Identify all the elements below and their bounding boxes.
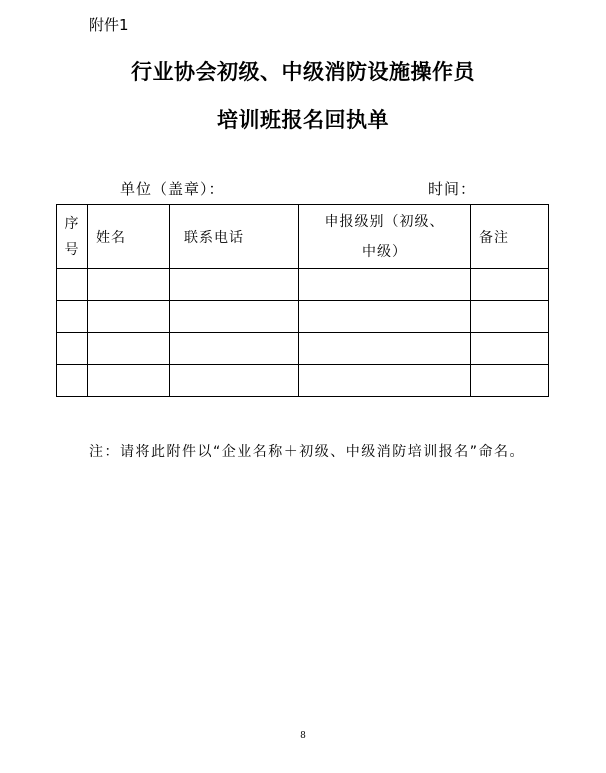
cell-level[interactable] [299, 365, 471, 397]
cell-phone[interactable] [170, 333, 299, 365]
table-row [57, 365, 549, 397]
cell-level[interactable] [299, 333, 471, 365]
table-row [57, 269, 549, 301]
cell-name[interactable] [88, 365, 170, 397]
header-remark: 备注 [471, 205, 549, 269]
header-serial-line2: 号 [64, 241, 80, 258]
cell-remark[interactable] [471, 269, 549, 301]
header-serial-number [57, 205, 88, 269]
table-row [57, 301, 549, 333]
cell-level[interactable] [299, 269, 471, 301]
cell-name[interactable] [88, 301, 170, 333]
cell-name[interactable] [88, 269, 170, 301]
header-serial-line1: 序 [64, 215, 80, 232]
header-level [299, 205, 471, 269]
cell-remark[interactable] [471, 365, 549, 397]
cell-level[interactable] [299, 301, 471, 333]
naming-note: 注：请将此附件以“企业名称＋初级、中级消防培训报名”命名。 [89, 444, 526, 460]
unit-label: 单位（盖章）： [120, 180, 225, 198]
registration-table [56, 204, 549, 397]
table-row [57, 333, 549, 365]
cell-name[interactable] [88, 333, 170, 365]
document-title-line1: 行业协会初级、中级消防设施操作员 [131, 59, 475, 84]
cell-remark[interactable] [471, 333, 549, 365]
cell-phone[interactable] [170, 269, 299, 301]
cell-phone[interactable] [170, 301, 299, 333]
header-phone: 联系电话 [170, 205, 299, 269]
table-header-row [57, 205, 549, 269]
time-label: 时间： [428, 180, 477, 198]
cell-remark[interactable] [471, 301, 549, 333]
cell-serial[interactable] [57, 333, 88, 365]
document-title-line2: 培训班报名回执单 [217, 107, 389, 132]
cell-serial[interactable] [57, 269, 88, 301]
header-name: 姓名 [88, 205, 170, 269]
header-level-line1: 申报级别（初级、 [324, 213, 445, 230]
header-level-line2: 中级） [362, 243, 407, 260]
cell-serial[interactable] [57, 301, 88, 333]
page-number: 8 [300, 731, 306, 741]
cell-phone[interactable] [170, 365, 299, 397]
attachment-label: 附件1 [89, 16, 129, 34]
cell-serial[interactable] [57, 365, 88, 397]
